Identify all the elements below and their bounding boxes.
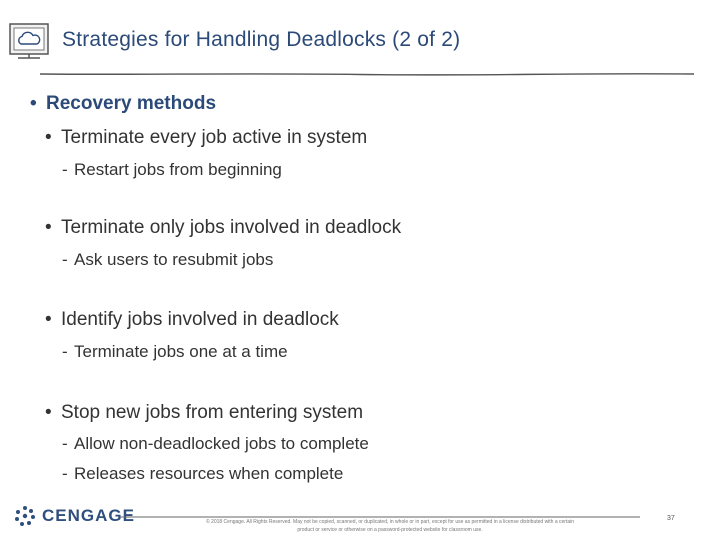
bullet-recovery-methods <box>30 93 216 115</box>
cloud-monitor-icon <box>8 22 52 64</box>
bullet-dot: • <box>45 127 52 148</box>
bullet-item <box>45 309 339 331</box>
slide-title: Strategies for Handling Deadlocks (2 of 2) <box>62 28 461 51</box>
sub-bullet-item <box>62 342 288 362</box>
bullet-item <box>45 402 363 424</box>
bullet-item <box>45 127 367 149</box>
sub-bullet-text: Terminate jobs one at a time <box>74 342 288 361</box>
cengage-logo <box>14 505 135 527</box>
dash-marker: - <box>62 464 68 483</box>
sub-bullet-item <box>62 434 369 454</box>
bullet-text: Terminate every job active in system <box>61 127 368 148</box>
bullet-text: Recovery methods <box>46 93 217 114</box>
bullet-dot: • <box>30 93 37 114</box>
page-number: 37 <box>667 515 675 522</box>
bullet-text: Stop new jobs from entering system <box>61 402 364 423</box>
brand-name: CENGAGE <box>42 506 135 525</box>
bullet-dot: • <box>45 217 52 238</box>
bullet-text: Identify jobs involved in deadlock <box>61 309 339 330</box>
sub-bullet-text: Releases resources when complete <box>74 464 344 483</box>
sub-bullet-text: Ask users to resubmit jobs <box>74 250 274 269</box>
bullet-dot: • <box>45 402 52 423</box>
sub-bullet-item <box>62 160 282 180</box>
dash-marker: - <box>62 342 68 361</box>
cengage-logo-icon <box>14 505 36 527</box>
title-divider <box>40 71 694 77</box>
bullet-text: Terminate only jobs involved in deadlock <box>61 217 402 238</box>
dash-marker: - <box>62 160 68 179</box>
dash-marker: - <box>62 250 68 269</box>
dash-marker: - <box>62 434 68 453</box>
bullet-dot: • <box>45 309 52 330</box>
sub-bullet-text: Restart jobs from beginning <box>74 160 282 179</box>
sub-bullet-item <box>62 250 273 270</box>
bullet-item <box>45 217 401 239</box>
sub-bullet-text: Allow non-deadlocked jobs to complete <box>74 434 369 453</box>
sub-bullet-item <box>62 464 343 484</box>
copyright-notice: © 2018 Cengage. All Rights Reserved. May not be copied, scanned, or duplicated, in whole or in part, except for use as permitted in a license distributed with a certain product or service or otherwise on a password-protected website for classroom use. <box>205 519 575 533</box>
